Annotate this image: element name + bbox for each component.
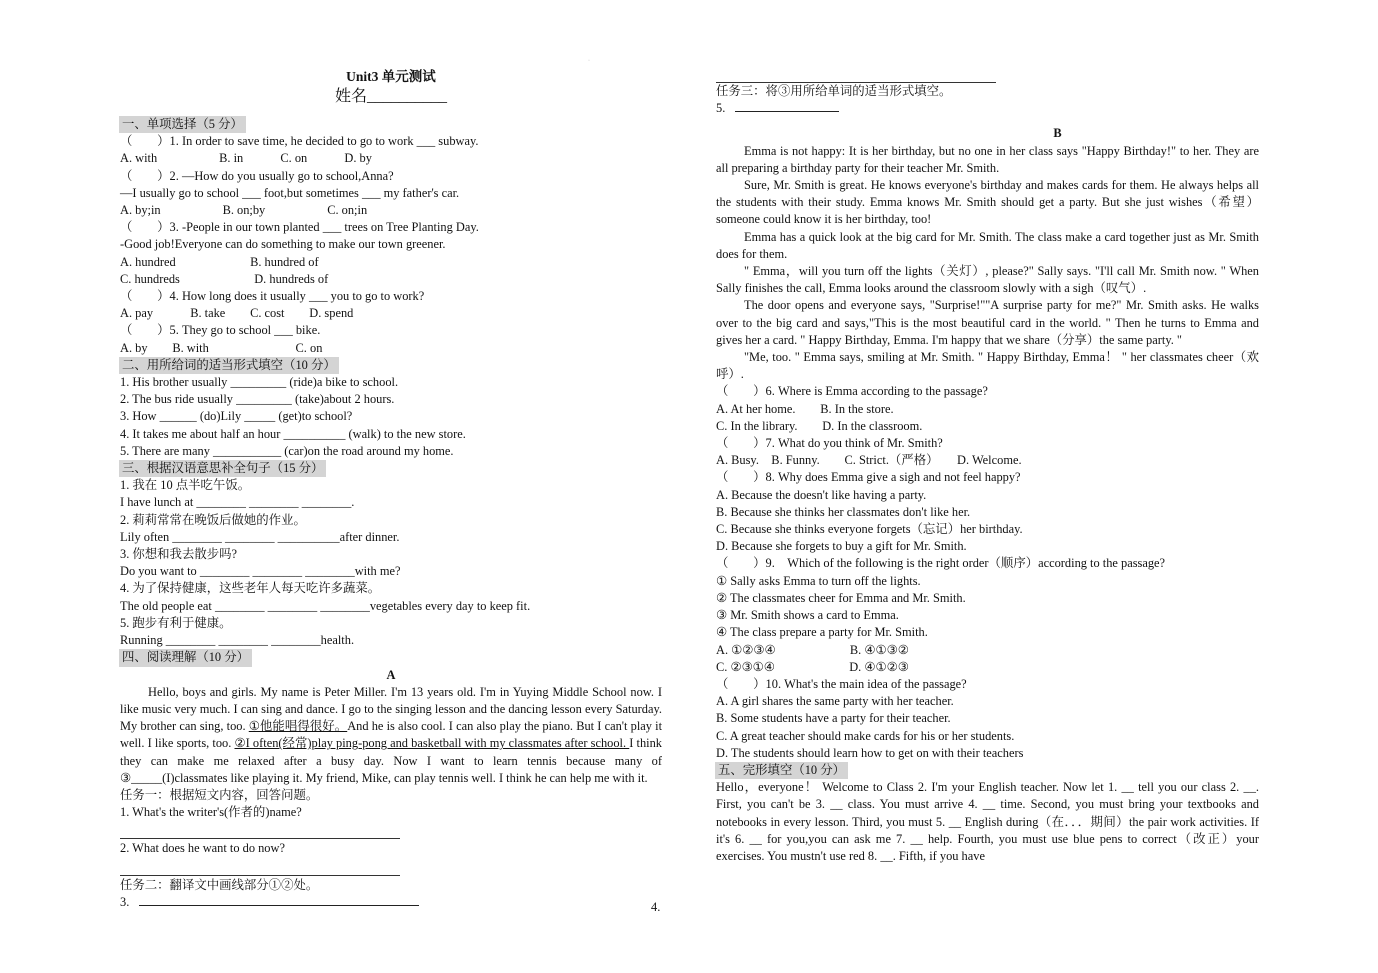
passage-b-paragraph: " Emma，will you turn off the lights（关灯）, please?" Sally says. "I'll call Mr. Smith now. " When Sally finishes the call, Emma looks around the classroom slowly with a sigh（叹气）. [716,264,1259,296]
task-3-label: 任务三：将③用所给单词的适当形式填空。 [716,84,952,98]
fill-line: 4. It takes me about half an hour __________ (walk) to the new store. [120,426,466,441]
b-question-line: B. Some students have a party for their teacher. [716,711,951,726]
answer-line-5[interactable] [735,100,839,112]
complete-line: 1. 我在 10 点半吃午饭。 [120,478,251,493]
b-question-line: ② The classmates cheer for Emma and Mr. Smith. [716,590,966,605]
underlined-part-1: ①他能唱得很好。 [248,719,348,734]
answer-line-1[interactable] [120,821,400,839]
answer-line-2[interactable] [120,858,400,876]
section-heading-2: 二、用所给词的适当形式填空（10 分） [119,357,339,374]
b-question-line: C. In the library. D. In the classroom. [716,418,923,433]
cloze-passage: Hello，everyone！ Welcome to Class 2. I'm your English teacher. Now let 1. __ tell you our class 2. __. First, you can't be 3. __ class. You must arrive 4. __ time. Second, you must bring your textbooks and notebooks in every lesson. Third, you must 5. __ English during（在．．．期间）the pair work activities. If it's 6. __ for you,you can ask me 7. __ help. Fourth, you must use blue pens to correct（改正）your exercises. You mustn't use red 8. __. Fifth, if you have [716,780,1259,863]
b-question-line: D. Because she forgets to buy a gift for Mr. Smith. [716,539,967,554]
complete-line: 5. 跑步有利于健康。 [120,615,232,630]
b-question-line: ④ The class prepare a party for Mr. Smith. [716,625,928,640]
passage-b-heading: B [1053,126,1062,141]
mc-line: （ ）5. They go to school ___ bike. [120,323,321,338]
left-column [120,116,662,911]
b-question-line: A. Busy. B. Funny. C. Strict.（严格） D. Welcome. [716,453,1022,468]
b-question-line: C. Because she thinks everyone forgets（忘记）her birthday. [716,522,1023,537]
mc-line: （ ）4. How long does it usually ___ you to go to work? [120,289,425,304]
question-3-row: 3. [120,894,662,911]
complete-line: I have lunch at ________ ________ ________. [120,495,355,510]
mc-line: （ ）1. In order to save time, he decided to go to work ___ subway. [120,134,479,149]
passage-b-paragraph: Emma has a quick look at the big card for Mr. Smith. The class make a card together just as Mr. Smith does for them. [716,229,1259,261]
mc-line: （ ）2. —How do you usually go to school,Anna? [120,168,394,183]
passage-b-paragraph: Sure, Mr. Smith is great. He knows everyone's birthday and makes cards for them. He always helps all the students with their study. Emma knows Mr. Smith should get a party. But she just wishes（希望）someone could know it is her birthday, too! [716,178,1259,227]
fill-line: 3. How ______ (do)Lily _____ (get)to school? [120,409,353,424]
name-field-label: 姓名__________ [334,88,447,105]
question-4-label: 4. [651,900,661,914]
b-question-line: （ ）10. What's the main idea of the passage? [716,676,967,691]
complete-line: Do you want to ________ ________ ________with me? [120,564,401,579]
b-question-line: C. A great teacher should make cards for his or her students. [716,728,1015,743]
page-title: Unit3 单元测试 [346,69,436,84]
passage-a-text: Hello, boys and girls. My name is Peter Miller. I'm 13 years old. I'm in Yuying Middle School now. I like music very much. I can sing and dance. I go to the singing lesson and the dancing lesson every Saturday. My brother can sing, too. ①他能唱得很好。And he is also cool. I can also play the piano. But I can't play it well. I like sports, too. ②I often(经常)play ping-pong and basketball with my classmates after school. I think they can make me relaxed after a busy day. Now I want to learn tennis because many of ③_____(I)classmates like playing it. My friend, Mike, can play tennis well. I think he can help me with it. [120,684,663,785]
b-question-line: ③ Mr. Smith shows a card to Emma. [716,608,899,623]
complete-line: 3. 你想和我去散步吗? [120,547,238,562]
b-question-line: A. Because the doesn't like having a party. [716,487,927,502]
b-question-line: A. At her home. B. In the store. [716,401,894,416]
task-2-label: 任务二：翻译文中画线部分①②处。 [120,877,319,892]
complete-line: Running ________ ________ ________health. [120,633,355,648]
complete-line: 2. 莉莉常常在晚饭后做她的作业。 [120,512,306,527]
question-2: 2. What does he want to do now? [120,841,285,856]
mc-line: （ ）3. -People in our town planted ___ trees on Tree Planting Day. [120,220,479,235]
b-question-line: （ ）7. What do you think of Mr. Smith? [716,436,943,451]
section-heading-4: 四、阅读理解（10 分） [119,649,252,666]
passage-b-paragraph: Emma is not happy: It is her birthday, but no one in her class says "Happy Birthday!" to her. They are all preparing a birthday party for their teacher Mr. Smith. [716,143,1259,175]
fill-line: 5. There are many ___________ (car)on the road around my home. [120,443,454,458]
mc-line: A. hundred B. hundred of [120,254,319,269]
fill-line: 2. The bus ride usually _________ (take)about 2 hours. [120,392,395,407]
mc-line: A. with B. in C. on D. by [120,151,372,166]
section-heading-3: 三、根据汉语意思补全句子（15 分） [119,460,326,477]
b-question-line: D. The students should learn how to get on with their teachers [716,745,1024,760]
passage-a-heading: A [386,667,396,682]
complete-line: The old people eat ________ ________ ________vegetables every day to keep fit. [120,598,531,613]
mc-line: A. by B. with C. on [120,340,323,355]
underlined-part-2: ②I often(经常)play ping-pong and basketball with my classmates after school. [234,736,630,751]
complete-line: Lily often ________ ________ __________after dinner. [120,529,400,544]
mc-line: —I usually go to school ___ foot,but sometimes ___ my father's car. [120,185,460,200]
page-mark: · [588,58,590,64]
b-question-line: A. A girl shares the same party with her teacher. [716,694,954,709]
right-column [716,66,1259,865]
b-question-line: B. Because she thinks her classmates don't like her. [716,504,971,519]
question-5-row: 5. [716,100,1259,117]
complete-line: 4. 为了保持健康，这些老年人每天吃许多蔬菜。 [120,581,381,596]
passage-b-paragraph: The door opens and everyone says, "Surprise!""A surprise party for me?" Mr. Smith asks. He walks over to the big card and says,"This is the most beautiful card in the world. " Then he turns to Emma and gives her a card. " Happy Birthday, Emma. I'm happy that we share（分享）the same party. " [716,298,1259,347]
question-1: 1. What's the writer's(作者的)name? [120,805,302,820]
task-1-label: 任务一：根据短文内容，回答问题。 [120,787,319,802]
b-question-line: （ ）8. Why does Emma give a sigh and not feel happy? [716,470,1021,485]
section-heading-5: 五、完形填空（10 分） [715,762,848,779]
answer-line-3[interactable] [139,894,419,906]
mc-line: -Good job!Everyone can do something to make our town greener. [120,237,446,252]
mc-line: A. by;in B. on;by C. on;in [120,203,368,218]
section-heading-1: 一、单项选择（5 分） [119,116,246,133]
b-question-line: （ ）6. Where is Emma according to the passage? [716,384,988,399]
b-question-line: C. ②③①④ D. ④①②③ [716,659,909,674]
passage-b-paragraph: "Me, too. " Emma says, smiling at Mr. Smith. " Happy Birthday, Emma！ " her classmates cheer（欢呼）. [716,350,1259,382]
b-question-line: ① Sally asks Emma to turn off the lights. [716,573,921,588]
exam-header [120,68,662,108]
answer-line-4[interactable] [716,66,996,83]
fill-line: 1. His brother usually _________ (ride)a bike to school. [120,375,399,390]
mc-line: C. hundreds D. hundreds of [120,271,329,286]
b-question-line: A. ①②③④ B. ④①③② [716,642,909,657]
mc-line: A. pay B. take C. cost D. spend [120,306,354,321]
b-question-line: （ ）9. Which of the following is the right order（顺序）according to the passage? [716,556,1166,571]
